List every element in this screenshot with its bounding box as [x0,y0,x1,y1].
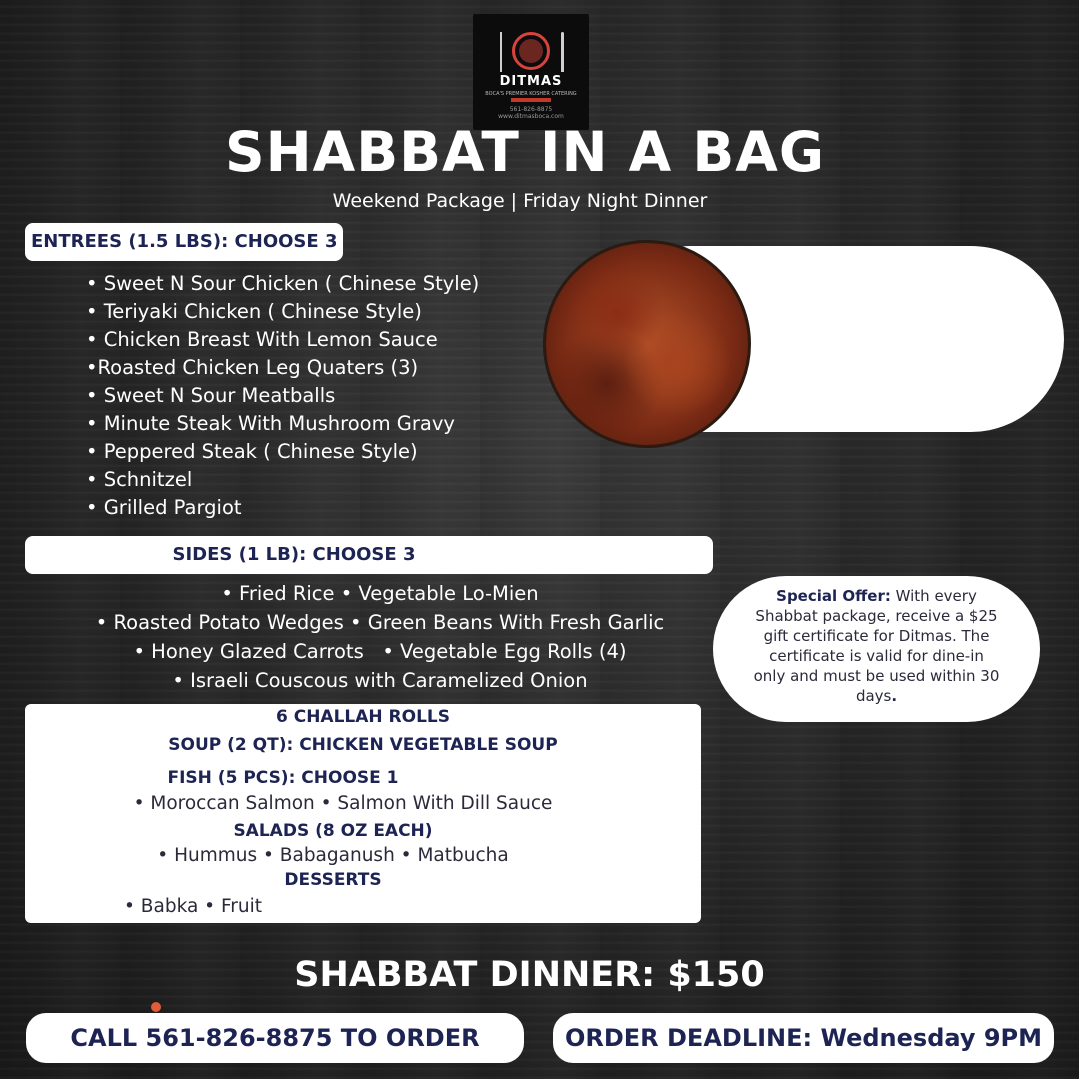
salads-heading: SALADS (8 OZ EACH) [233,821,433,841]
offer-period: . [891,687,898,705]
cholent-photo [543,240,751,448]
bonus-text [752,283,1037,399]
ditmas-logo [473,14,589,130]
list-item: • Chicken Breast With Lemon Sauce [86,328,438,351]
logo-strip [511,98,551,102]
list-item: • Honey Glazed Carrots • Vegetable Egg Rolls (4) [133,640,627,663]
phone-icon [151,1002,161,1012]
list-item: • Roasted Potato Wedges • Green Beans With Fresh Garlic [95,611,665,634]
list-item: • Israeli Couscous with Caramelized Onion [172,669,588,692]
list-item: • Schnitzel [86,468,193,491]
special-offer-bubble [713,576,1040,722]
logo-tagline: BOCA'S PREMIER KOSHER CATERING [485,91,577,97]
list-item: • Sweet N Sour Meatballs [86,384,336,407]
fish-heading: FISH (5 PCS): CHOOSE 1 [167,768,399,788]
entrees-heading: ENTREES (1.5 LBS): CHOOSE 3 [25,223,343,261]
sides-list [25,579,735,695]
knife-icon [561,32,564,72]
entrees-list [86,270,479,522]
list-item: • Fried Rice • Vegetable Lo-Mien [221,582,539,605]
bonus-line-1: Special Bonus this week: [764,287,1025,308]
list-item: • Teriyaki Chicken ( Chinese Style) [86,300,422,323]
list-item: •Roasted Chicken Leg Quaters (3) [86,356,419,379]
bonus-line-4: order of poppers [815,373,974,395]
logo-contact: 561-826-8875 www.ditmasboca.com [498,106,564,120]
offer-label: Special Offer: [776,587,891,605]
challah-heading: 6 CHALLAH ROLLS [275,707,451,727]
desserts-heading: DESSERTS [284,870,382,890]
desserts-items: • Babka • Fruit [124,896,262,917]
extras-box [25,704,701,923]
flame-icon [519,39,543,63]
list-item: • Grilled Pargiot [86,496,242,519]
price-heading: SHABBAT DINNER: $150 [294,955,765,995]
bonus-line-3: 2lb of cholent, deli roll and [767,344,1022,366]
logo-name: DITMAS [499,74,563,89]
page-subtitle: Weekend Package | Friday Night Dinner [332,190,708,212]
call-to-order-button[interactable]: CALL 561-826-8875 TO ORDER [26,1013,524,1063]
order-deadline-badge: ORDER DEADLINE: Wednesday 9PM [553,1013,1054,1063]
sides-heading: SIDES (1 LB): CHOOSE 3 [25,536,713,574]
list-item: • Peppered Steak ( Chinese Style) [86,440,418,463]
salads-items: • Hummus • Babaganush • Matbucha [157,845,509,866]
bonus-line-2: Order by Tuesday at 9 pm: [756,316,1033,337]
list-item: • Sweet N Sour Chicken ( Chinese Style) [86,272,480,295]
list-item: • Minute Steak With Mushroom Gravy [86,412,455,435]
offer-text: With every Shabbat package, receive a $25 gift certificate for Ditmas. The certificate is valid for dine-in only and must be used within 30 days [753,587,1000,705]
soup-heading: SOUP (2 QT): CHICKEN VEGETABLE SOUP [168,735,558,755]
fish-items: • Moroccan Salmon • Salmon With Dill Sauce [133,793,553,814]
fork-icon [500,32,502,72]
page-title: SHABBAT IN A BAG [225,120,825,184]
